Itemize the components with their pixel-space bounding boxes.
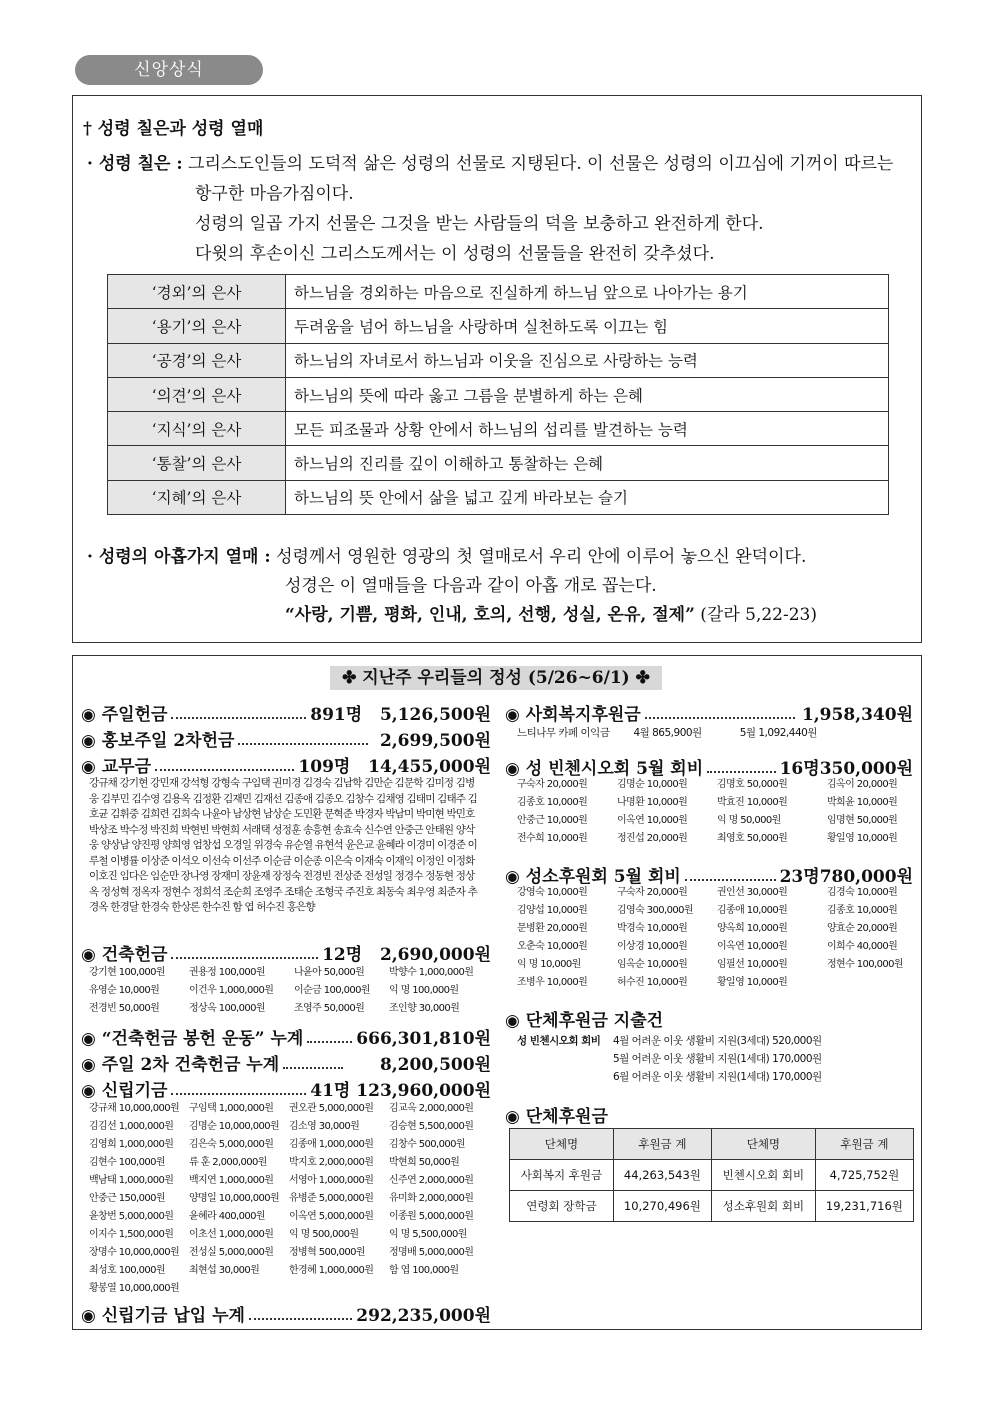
donor-entry: 양명일 10,000,000원	[189, 1193, 280, 1204]
build-donors	[89, 964, 484, 1018]
newfund-total	[81, 1301, 491, 1326]
section-tag: 신앙상식	[75, 55, 263, 85]
org-cell: 성소후원회 회비	[711, 1191, 815, 1222]
donor-entry: 이순금 100,000원	[294, 985, 370, 996]
donor-entry: 박향수 1,000,000원	[389, 967, 474, 978]
vincent-amount: 350,000원	[819, 759, 913, 779]
donor-entry: 권오관 5,000,000원	[289, 1103, 374, 1114]
newtotal-label: ◉ 신립기금 납입 누계	[81, 1306, 245, 1326]
org-header: 후원금 계	[815, 1129, 913, 1160]
donor-entry: 조영주 50,000원	[294, 1003, 365, 1014]
org-cell: 4,725,752원	[815, 1160, 913, 1191]
donor-entry: 김명호 50,000원	[717, 779, 788, 790]
donor-entry: 함 엽 100,000원	[389, 1265, 459, 1276]
donor-entry: 황일영 10,000원	[827, 833, 898, 844]
offering-box	[72, 655, 922, 1330]
newfund-donors	[89, 1100, 484, 1298]
donor-entry: 구임택 1,000,000원	[189, 1103, 274, 1114]
sacred-donors	[517, 884, 912, 992]
expense-list	[613, 1032, 822, 1086]
org-cell: 19,231,716원	[815, 1191, 913, 1222]
gift-row	[108, 446, 889, 480]
donor-entry: 정현수 100,000원	[827, 959, 903, 970]
sunday2-total	[81, 1050, 491, 1075]
donor-entry: 전성실 5,000,000원	[189, 1247, 274, 1258]
donor-entry: 김종애 1,000,000원	[289, 1139, 374, 1150]
gift-name: ‘지혜’의 은사	[108, 480, 286, 514]
edu-names: 강규채 강기현 강민재 강석형 강형숙 구임택 권미경 김경숙 김남학 김만순 김문학 김미정 김병웅 김부민 김수영 김용옥 김정환 김재민 김재선 김종애 김종오 김창수 김채영 김태미 김태주 김호균 김휘중 김희련 김희숙 나윤아 남상현 남상순 도민환 문혁준 박경자 박남미 박미현 박민호 박상조 박수정 박진희 박현빈 박현희 서래택 성정훈 송흥현 송효숙 신수연 안중근 안태원 양삭웅 양상남 양진평 양희영 엄창섭 오경일 위경숙 유순열 유현석 윤은교 윤혜라 이경미 이경준 이루철 이병률 이상준 이석오 이선숙 이선주 이순금 이순종 이은숙 이재숙 이재익 이정인 이정화 이호진 임다은 임순만 장나영 장재미 장윤재 장정숙 전경빈 전상준 전성일 정경수 정동현 정상옥 정성혁 정옥자 정현수 정희석 조순희 조영주 조태순 조형국 주진호 최동숙 최우영 최준자 추경옥 한경달 한경숙 한상론 한수진 함 엽 허수진 홍은향	[89, 777, 478, 913]
donor-entry: 김현수 100,000원	[89, 1157, 165, 1168]
fruits-text	[87, 543, 917, 630]
build-count: 12명	[322, 945, 363, 965]
donor-entry: 정명배 5,000,000원	[389, 1247, 474, 1258]
sacred-amount: 780,000원	[819, 867, 913, 887]
donor-entry: 권인선 30,000원	[717, 887, 788, 898]
donor-entry: 이희수 40,000원	[827, 941, 898, 952]
donor-entry: 김명순 10,000,000원	[189, 1121, 280, 1132]
donor-entry: 이지수 1,500,000원	[89, 1229, 174, 1240]
donor-entry: 안중근 150,000원	[89, 1193, 165, 1204]
donor-entry: 강규채 10,000,000원	[89, 1103, 180, 1114]
donor-entry: 익 명 5,500,000원	[389, 1229, 467, 1240]
donor-entry: 전경빈 50,000원	[89, 1003, 160, 1014]
gift-desc: 하느님을 경외하는 마음으로 진실하게 하느님 앞으로 나아가는 용기	[286, 275, 889, 309]
donor-entry	[189, 1280, 289, 1298]
donor-entry: 박효진 10,000원	[717, 797, 788, 808]
donor-entry: 류 훈 2,000,000원	[189, 1157, 267, 1168]
expense-heading	[505, 1006, 913, 1031]
build-label: ◉ 건축헌금	[81, 945, 168, 965]
gifts-line2: 항구한 마음가짐이다.	[195, 184, 354, 204]
gift-desc: 하느님의 뜻 안에서 삶을 넓고 깊게 바라보는 슬기	[286, 480, 889, 514]
welfare-amount: 1,958,340원	[801, 705, 913, 725]
newfund-amount: 123,960,000원	[356, 1081, 491, 1101]
welfare-sub-may: 5월 1,092,440원	[739, 727, 817, 739]
donor-entry: 임필선 10,000원	[717, 959, 788, 970]
gifts-text	[87, 149, 917, 269]
org-cell: 사회복지 후원금	[510, 1160, 614, 1191]
donor-entry: 김영숙 300,000원	[617, 905, 693, 916]
donor-entry: 최영호 50,000원	[717, 833, 788, 844]
edu-offering	[81, 752, 491, 777]
donor-entry: 김소영 30,000원	[289, 1121, 360, 1132]
gift-name: ‘의견’의 은사	[108, 377, 286, 411]
donor-entry: 최성호 100,000원	[89, 1265, 165, 1276]
donor-entry: 김종애 10,000원	[717, 905, 788, 916]
donor-entry: 구숙자 20,000원	[517, 779, 588, 790]
edu-count: 109명	[298, 757, 351, 777]
build-offering	[81, 940, 491, 965]
expense-row: 6월 어려운 이웃 생활비 지원(1세대) 170,000원	[613, 1071, 822, 1083]
donor-entry	[389, 1280, 484, 1298]
donor-entry: 김은숙 5,000,000원	[189, 1139, 274, 1150]
donor-entry: 유미화 2,000,000원	[389, 1193, 474, 1204]
donor-entry: 임명현 50,000원	[827, 815, 898, 826]
edu-amount: 14,455,000원	[368, 757, 491, 777]
orgfund-table	[509, 1128, 914, 1222]
donor-entry: 황봉열 10,000,000원	[89, 1283, 180, 1294]
gifts-line3: 성령의 일곱 가지 선물은 그것을 받는 사람들의 덕을 보충하고 완전하게 한다.	[195, 214, 764, 234]
sunday-label: ◉ 주일헌금	[81, 705, 168, 725]
donor-entry: 문병환 20,000원	[517, 923, 588, 934]
campaign-label: ◉ “건축헌금 봉헌 운동” 누계	[81, 1029, 304, 1049]
newfund-offering	[81, 1076, 491, 1101]
donor-entry: 장명수 10,000,000원	[89, 1247, 180, 1258]
donor-entry: 정진섭 20,000원	[617, 833, 688, 844]
fruits-line1: 성령께서 영원한 영광의 첫 열매로서 우리 안에 이루어 놓으신 완덕이다.	[276, 547, 807, 567]
donor-entry: 오춘숙 10,000원	[517, 941, 588, 952]
promo-offering	[81, 726, 491, 751]
gift-row	[108, 412, 889, 446]
build-amount: 2,690,000원	[379, 945, 491, 965]
donor-entry: 김교옥 2,000,000원	[389, 1103, 474, 1114]
donor-entry: 백남태 1,000,000원	[89, 1175, 174, 1186]
donor-entry: 익 명 500,000원	[289, 1229, 359, 1240]
welfare-sub-april: 4월 865,900원	[633, 727, 702, 739]
donor-entry: 구숙자 20,000원	[617, 887, 688, 898]
vincent-label: ◉ 성 빈첸시오회 5월 회비	[505, 759, 704, 779]
orgfund-heading	[505, 1102, 913, 1127]
vincent-donors	[517, 776, 912, 848]
sacred-label: ◉ 성소후원회 5월 회비	[505, 867, 681, 887]
gift-row	[108, 343, 889, 377]
org-cell: 44,263,543원	[613, 1160, 711, 1191]
fruits-label: · 성령의 아홉가지 열매 :	[87, 547, 271, 567]
welfare-sub-label: 느티나무 카페 이익금	[517, 727, 610, 739]
sunday2-label: ◉ 주일 2차 건축헌금 누계	[81, 1055, 280, 1075]
org-row	[510, 1160, 914, 1191]
donor-entry: 이초선 1,000,000원	[189, 1229, 274, 1240]
donor-entry: 서영아 1,000,000원	[289, 1175, 374, 1186]
donor-entry: 유병준 5,000,000원	[289, 1193, 374, 1204]
donor-entry: 신주연 2,000,000원	[389, 1175, 474, 1186]
donor-entry: 임옥순 10,000원	[617, 959, 688, 970]
donor-entry: 강영숙 10,000원	[517, 887, 588, 898]
expense-org: 성 빈첸시오회 회비	[517, 1035, 601, 1047]
newtotal-amount: 292,235,000원	[356, 1306, 491, 1326]
faith-box	[72, 95, 922, 643]
donor-entry: 이상경 10,000원	[617, 941, 688, 952]
donor-entry: 조병우 10,000원	[517, 977, 588, 988]
welfare-detail	[517, 724, 897, 742]
welfare-label: ◉ 사회복지후원금	[505, 705, 641, 725]
donor-entry: 김종호 10,000원	[827, 905, 898, 916]
gift-name: ‘용기’의 은사	[108, 309, 286, 343]
donor-entry: 나명환 10,000원	[617, 797, 688, 808]
donor-entry: 김종호 10,000원	[517, 797, 588, 808]
gift-row	[108, 377, 889, 411]
gift-desc: 하느님의 진리를 깊이 이해하고 통찰하는 은혜	[286, 446, 889, 480]
offering-title: ✤ 지난주 우리들의 정성 (5/26~6/1) ✤	[330, 666, 662, 690]
donor-entry: 김승현 5,500,000원	[389, 1121, 474, 1132]
gift-row	[108, 309, 889, 343]
sunday2-amount: 8,200,500원	[379, 1055, 491, 1075]
donor-entry: 최현섭 30,000원	[189, 1265, 260, 1276]
gift-row	[108, 275, 889, 309]
campaign-amount: 666,301,810원	[356, 1029, 491, 1049]
donor-entry: 이옥연 10,000원	[617, 815, 688, 826]
gift-name: ‘통찰’의 은사	[108, 446, 286, 480]
donor-entry: 이종원 5,000,000원	[389, 1211, 474, 1222]
gift-desc: 하느님의 뜻에 따라 옳고 그름을 분별하게 하는 은혜	[286, 377, 889, 411]
donor-entry: 김영희 1,000,000원	[89, 1139, 174, 1150]
gifts-table	[107, 274, 889, 515]
gift-desc: 모든 피조물과 상황 안에서 하느님의 섭리를 발견하는 능력	[286, 412, 889, 446]
gift-desc: 두려움을 넘어 하느님을 사랑하며 실천하도록 이끄는 힘	[286, 309, 889, 343]
fruits-quote: “사랑, 기쁨, 평화, 인내, 호의, 선행, 성실, 온유, 절제”	[285, 605, 695, 625]
donor-entry: 박희윤 10,000원	[827, 797, 898, 808]
donor-entry: 양효순 20,000원	[827, 923, 898, 934]
gift-desc: 하느님의 자녀로서 하느님과 이웃을 진심으로 사랑하는 능력	[286, 343, 889, 377]
donor-entry: 김창수 500,000원	[389, 1139, 465, 1150]
expense-row: 5월 어려운 이웃 생활비 지원(1세대) 170,000원	[613, 1053, 822, 1065]
donor-entry: 유영순 10,000원	[89, 985, 160, 996]
donor-entry: 윤혜라 400,000원	[189, 1211, 265, 1222]
org-header: 단체명	[711, 1129, 815, 1160]
donor-entry: 김양섭 10,000원	[517, 905, 588, 916]
donor-entry: 이옥연 5,000,000원	[289, 1211, 374, 1222]
gifts-line1: 그리스도인들의 도덕적 삶은 성령의 선물로 지탱된다. 이 선물은 성령의 이끄심에 기꺼이 따르는	[188, 154, 894, 174]
donor-entry: 강기현 100,000원	[89, 967, 165, 978]
gift-name: ‘지식’의 은사	[108, 412, 286, 446]
sacred-count: 23명	[779, 867, 820, 887]
vincent-count: 16명	[779, 759, 820, 779]
donor-entry: 백지연 1,000,000원	[189, 1175, 274, 1186]
promo-label: ◉ 홍보주일 2차헌금	[81, 731, 235, 751]
org-cell: 10,270,496원	[613, 1191, 711, 1222]
donor-entry: 권용정 100,000원	[189, 967, 265, 978]
donor-entry: 윤창번 5,000,000원	[89, 1211, 174, 1222]
donor-entry: 익 명 100,000원	[389, 985, 459, 996]
org-row	[510, 1191, 914, 1222]
donor-entry: 김옥이 20,000원	[827, 779, 898, 790]
org-cell: 빈첸시오회 회비	[711, 1160, 815, 1191]
donor-entry: 안중근 10,000원	[517, 815, 588, 826]
donor-entry: 김경숙 10,000원	[827, 887, 898, 898]
newfund-label: ◉ 신립기금	[81, 1081, 168, 1101]
gifts-label: · 성령 칠은 :	[87, 154, 183, 174]
gifts-line4: 다윗의 후손이신 그리스도께서는 이 성령의 선물들을 완전히 갖추셨다.	[195, 244, 715, 264]
campaign-total	[81, 1024, 491, 1049]
fruits-ref: (갈라 5,22-23)	[700, 605, 818, 625]
welfare-offering	[505, 700, 913, 725]
donor-entry: 허수진 10,000원	[617, 977, 688, 988]
donor-entry: 이옥연 10,000원	[717, 941, 788, 952]
expense-label: ◉ 단체후원금 지출건	[505, 1011, 664, 1031]
faith-title: † 성령 칠은과 성령 열매	[83, 119, 264, 139]
donor-entry: 정병혁 500,000원	[289, 1247, 365, 1258]
donor-entry: 한경혜 1,000,000원	[289, 1265, 374, 1276]
donor-entry: 박지호 2,000,000원	[289, 1157, 374, 1168]
donor-entry: 박경숙 10,000원	[617, 923, 688, 934]
gift-row	[108, 480, 889, 514]
donor-entry: 김김선 1,000,000원	[89, 1121, 174, 1132]
edu-label: ◉ 교무금	[81, 757, 152, 777]
donor-entry: 조인향 30,000원	[389, 1003, 460, 1014]
donor-entry: 이건우 1,000,000원	[189, 985, 274, 996]
sunday-offering	[81, 700, 491, 725]
donor-entry: 익 명 50,000원	[717, 815, 781, 826]
donor-entry: 정상옥 100,000원	[189, 1003, 265, 1014]
donor-entry: 나윤아 50,000원	[294, 967, 365, 978]
donor-entry	[827, 974, 912, 992]
donor-entry: 전수희 10,000원	[517, 833, 588, 844]
newfund-count: 41명	[310, 1081, 351, 1101]
org-header-row	[510, 1129, 914, 1160]
donor-entry: 박현희 50,000원	[389, 1157, 460, 1168]
donor-entry	[289, 1280, 389, 1298]
org-header: 후원금 계	[613, 1129, 711, 1160]
donor-entry: 익 명 10,000원	[517, 959, 581, 970]
promo-amount: 2,699,500원	[379, 731, 491, 751]
donor-entry: 양옥희 10,000원	[717, 923, 788, 934]
fruits-line2: 성경은 이 열매들을 다음과 같이 아홉 개로 꼽는다.	[285, 576, 657, 596]
gift-name: ‘공경’의 은사	[108, 343, 286, 377]
donor-entry: 황일영 10,000원	[717, 977, 788, 988]
sunday-amount: 5,126,500원	[379, 705, 491, 725]
orgfund-label: ◉ 단체후원금	[505, 1107, 608, 1127]
org-header: 단체명	[510, 1129, 614, 1160]
donor-entry: 김명순 10,000원	[617, 779, 688, 790]
org-cell: 연령회 장학금	[510, 1191, 614, 1222]
expense-row: 4월 어려운 이웃 생활비 지원(3세대) 520,000원	[613, 1035, 822, 1047]
sunday-count: 891명	[310, 705, 363, 725]
gift-name: ‘경외’의 은사	[108, 275, 286, 309]
